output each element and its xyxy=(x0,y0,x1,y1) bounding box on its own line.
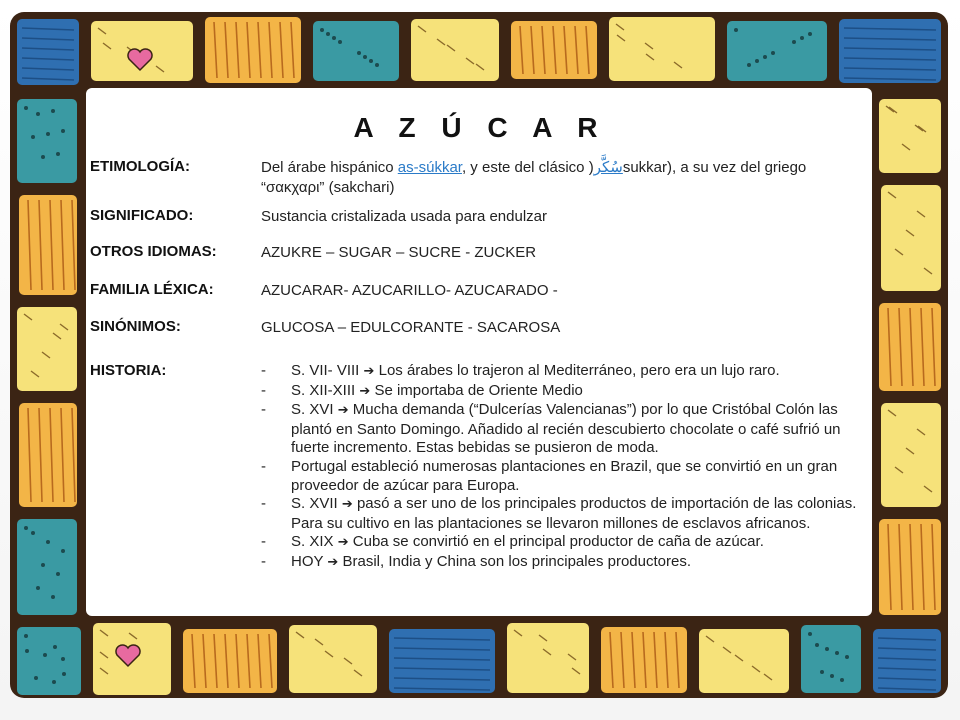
page-title: A Z Ú C A R xyxy=(353,112,607,143)
right-arrow-icon: ➔ xyxy=(337,535,349,551)
etimologia-text-2: , y este del clásico xyxy=(461,159,589,176)
historia-item-text: Cuba se convirtió en el principal productor de caña de azúcar. xyxy=(352,533,764,551)
bullet-dash: - xyxy=(261,401,266,419)
bullet-dash: - xyxy=(261,552,266,570)
etimologia-text-1: Del árabe hispánico xyxy=(261,159,398,176)
historia-item xyxy=(261,401,876,458)
right-arrow-icon: ➔ xyxy=(359,383,371,399)
historia-item-text: Brasil, India y China son los principales productores. xyxy=(342,552,691,570)
bullet-dash: - xyxy=(261,495,266,513)
sinonimos-label: SINÓNIMOS: xyxy=(90,318,181,335)
otros-idiomas-label: OTROS IDIOMAS: xyxy=(90,243,217,260)
right-arrow-icon: ➔ xyxy=(337,403,349,419)
historia-item-text: Los árabes lo trajeron al Mediterráneo, pero era un lujo raro. xyxy=(378,362,780,379)
etimologia-label: ETIMOLOGÍA: xyxy=(90,158,190,175)
historia-item-period: S. XVII xyxy=(291,495,338,513)
historia-item-text: pasó a ser uno de los principales productos de importación de las colonias. Para su cultivo en las plantaciones se llevaron millones de esclavos africanos. xyxy=(291,495,857,532)
historia-item xyxy=(261,495,876,533)
historia-item-text: Mucha demanda (“Dulcerías Valencianas”) por lo que Cristóbal Colón las plantó en Santo Domingo. Añadido al recién descubierto chocolate o café sufrió un fuerte incremento. Estas bebidas se pusieron de moda. xyxy=(291,401,841,457)
bullet-dash: - xyxy=(261,457,266,475)
historia-item xyxy=(261,553,876,573)
right-arrow-icon: ➔ xyxy=(363,364,375,379)
familia-lexica-label: FAMILIA LÉXICA: xyxy=(90,281,214,298)
arabic-word[interactable]: سُكَّر xyxy=(593,159,623,176)
etimologia-text-3: sukkar), a su vez del griego “σακχαρι” (sakchari) xyxy=(261,159,807,196)
historia-item-period: S. XVI xyxy=(291,401,334,419)
historia-item xyxy=(261,533,876,553)
historia-label: HISTORIA: xyxy=(90,362,167,379)
significado-value: Sustancia cristalizada usada para endulzar xyxy=(261,208,548,225)
historia-item-text: Se importaba de Oriente Medio xyxy=(374,381,583,399)
bullet-dash: - xyxy=(261,381,266,399)
historia-item-period: S. XIX xyxy=(291,533,334,551)
historia-item-period: HOY xyxy=(291,552,324,570)
bullet-dash: - xyxy=(261,533,266,551)
right-arrow-icon: ➔ xyxy=(341,497,353,513)
historia-list xyxy=(261,362,876,573)
etimologia-value: Del árabe hispánico as-súkkar, y este del clásico )سُكَّرsukkar), a su vez del griego “σακχαρι” (sakchari) xyxy=(261,159,807,196)
historia-item-period: S. VII- VIII xyxy=(291,362,360,379)
as-sukkar-link[interactable]: as-súkkar xyxy=(397,159,462,176)
historia-item-period: S. XII-XIII xyxy=(291,381,356,399)
familia-lexica-value: AZUCARAR- AZUCARILLO- AZUCARADO - xyxy=(261,282,558,299)
historia-item xyxy=(261,458,876,495)
sinonimos-value: GLUCOSA – EDULCORANTE - SACAROSA xyxy=(261,319,561,336)
significado-label: SIGNIFICADO: xyxy=(90,207,194,224)
historia-item-text: Portugal estableció numerosas plantaciones en Brazil, que se convirtió en un gran proveedor de azúcar para Europa. xyxy=(291,457,838,494)
otros-idiomas-value: AZUKRE – SUGAR – SUCRE - ZUCKER xyxy=(261,244,537,261)
bullet-dash: - xyxy=(261,362,266,379)
historia-item xyxy=(261,362,876,382)
right-arrow-icon: ➔ xyxy=(327,554,339,570)
historia-item xyxy=(261,382,876,402)
